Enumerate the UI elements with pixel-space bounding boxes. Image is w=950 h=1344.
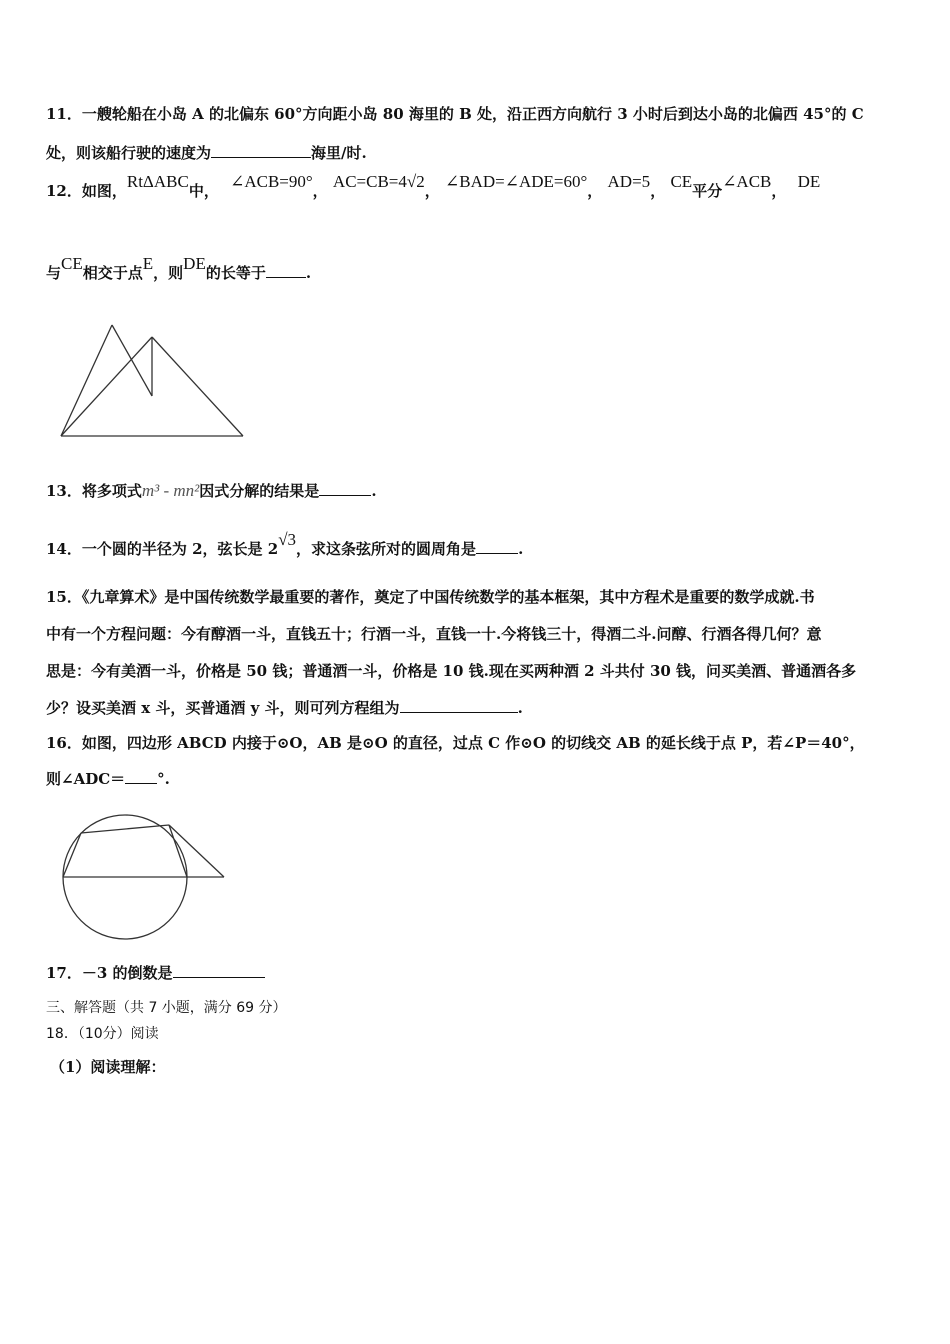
- q15-line4: 少？设买美酒 x 斗，买普通酒 y 斗，则可列方程组为 .: [46, 699, 523, 717]
- answer-blank[interactable]: [211, 143, 311, 158]
- answer-blank[interactable]: [476, 539, 518, 554]
- q12-line1: 12．如图，RtΔABC中， ∠ACB=90°， AC=CB=4√2， ∠BAD=∠ADE=60°， AD=5， CE平分∠ACB， DE: [46, 172, 821, 200]
- triangle-figure: [40, 310, 280, 455]
- q13-line: 13．将多项式m³ - mn²因式分解的结果是 .: [46, 481, 377, 500]
- q18-sub: （1）阅读理解：: [50, 1058, 166, 1076]
- q11-line1: 11．一艘轮船在小岛 A 的北偏东 60°方向距小岛 80 海里的 B 处，沿正西方向航行 3 小时后到达小岛的北偏西 45°的 C: [46, 105, 864, 123]
- circle-figure: [44, 808, 244, 943]
- q16-line2: 则∠ADC＝ °.: [46, 770, 170, 788]
- answer-blank[interactable]: [266, 263, 306, 278]
- answer-blank[interactable]: [319, 481, 371, 496]
- answer-blank[interactable]: [400, 698, 518, 713]
- q15-line1: 15．《九章算术》是中国传统数学最重要的著作，奠定了中国传统数学的基本框架，其中方程术是重要的数学成就.书: [46, 588, 815, 606]
- q14-line: 14．一个圆的半径为 2，弦长是 2√3，求这条弦所对的圆周角是 .: [46, 530, 524, 558]
- q12-line2: 与CE相交于点E，则DE的长等于 .: [46, 254, 312, 282]
- answer-blank[interactable]: [125, 769, 157, 784]
- answer-blank[interactable]: [173, 963, 265, 978]
- q15-line2: 中有一个方程问题：今有醇酒一斗，直钱五十；行酒一斗，直钱一十.今将钱三十，得酒二斗.问醇、行酒各得几何？意: [46, 625, 822, 643]
- section-heading: 三、解答题（共 7 小题，满分 69 分）: [46, 1000, 287, 1016]
- q18-title: 18．（10分）阅读: [46, 1026, 159, 1042]
- q17-line: 17．－3 的倒数是: [46, 962, 265, 983]
- q16-line1: 16．如图，四边形 ABCD 内接于⊙O，AB 是⊙O 的直径，过点 C 作⊙O 的切线交 AB 的延长线于点 P，若∠P＝40°，: [46, 734, 865, 752]
- q15-line3: 思是：今有美酒一斗，价格是 50 钱；普通酒一斗，价格是 10 钱.现在买两种酒 2 斗共付 30 钱，问买美酒、普通酒各多: [46, 662, 857, 680]
- q11-line2: 处，则该船行驶的速度为 海里/时.: [46, 144, 367, 162]
